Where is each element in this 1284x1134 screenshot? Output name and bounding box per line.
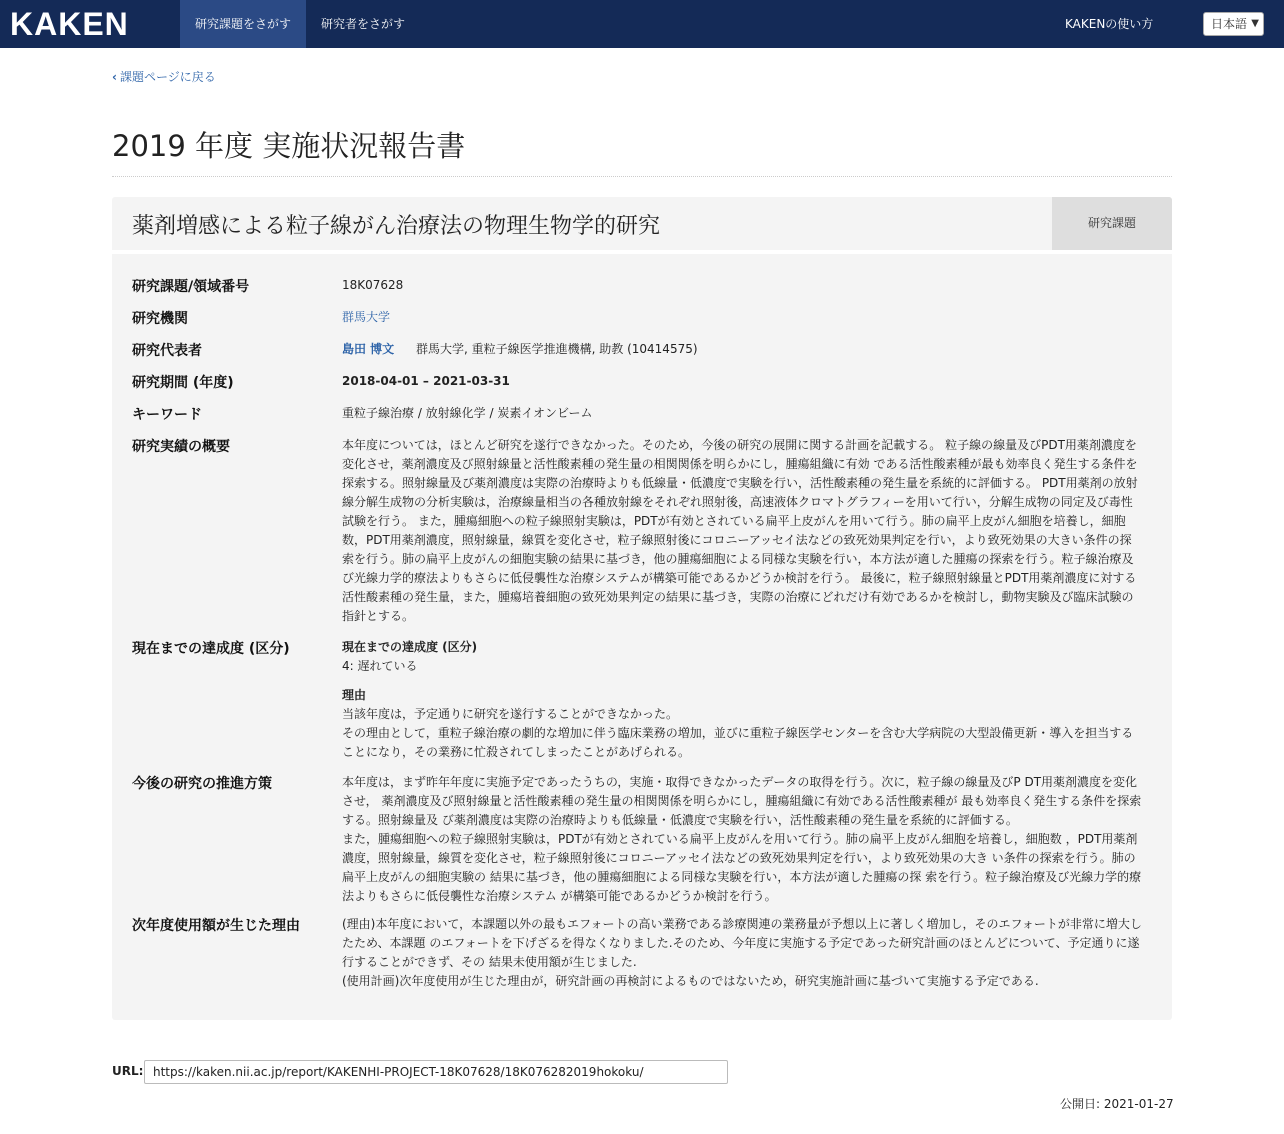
field-label: 研究実績の概要 bbox=[132, 439, 230, 455]
period-value: 2018-04-01 – 2021-03-31 bbox=[342, 374, 510, 388]
progress-value: 4: 遅れている bbox=[342, 659, 418, 673]
field-label: キーワード bbox=[132, 407, 202, 423]
field-label: 次年度使用額が生じた理由 bbox=[132, 918, 300, 934]
chevron-left-icon: ‹ bbox=[112, 70, 117, 84]
reason-sub-label: 理由 bbox=[342, 688, 367, 702]
field-label: 研究期間 (年度) bbox=[132, 375, 234, 391]
institution-link[interactable]: 群馬大学 bbox=[342, 310, 391, 324]
project-details-panel bbox=[112, 254, 1172, 1020]
field-label: 研究課題/領域番号 bbox=[132, 279, 250, 295]
help-link[interactable]: KAKENの使い方 bbox=[1065, 17, 1154, 31]
top-navbar bbox=[0, 0, 1284, 48]
reason-text-2: その理由として，重粒子線治療の劇的な増加に伴う臨床業務の増加，並びに重粒子線医学センターを含む大学病院の大型設備更新・導入を担当することになり，その業務に忙殺されてしまったことがあげられる。 bbox=[342, 726, 1134, 759]
reason-text-1: 当該年度は，予定通りに研究を遂行することができなかった。 bbox=[342, 707, 679, 721]
progress-sub-label: 現在までの達成度 (区分) bbox=[342, 640, 478, 654]
field-label: 研究代表者 bbox=[132, 343, 202, 359]
project-number-value: 18K07628 bbox=[342, 278, 404, 292]
keywords-value: 重粒子線治療 / 放射線化学 / 炭素イオンビーム bbox=[342, 406, 593, 420]
field-label: 現在までの達成度 (区分) bbox=[132, 641, 290, 657]
language-select-value: 日本語 bbox=[1211, 17, 1248, 31]
budget-reason-text-1: (理由)本年度において，本課題以外の最もエフォートの高い業務である診療関連の業務量が予想以上に著しく増加し，そのエフォートが非常に増大し たため、本課題 のエフォートを下げざるを得なくなりました.そのため、今年度に実施する予定であった研究計画のほとんどについて、予定通りに遂行することができず、その 結果未使用額が生じました. bbox=[342, 917, 1142, 969]
tab-search-projects[interactable]: 研究課題をさがす bbox=[180, 0, 306, 48]
published-date: 公開日: 2021-01-27 bbox=[1060, 1097, 1174, 1111]
url-field[interactable]: https://kaken.nii.ac.jp/report/KAKENHI-PROJECT-18K07628/18K076282019hokoku/ bbox=[144, 1060, 728, 1084]
tab-search-researchers[interactable]: 研究者をさがす bbox=[321, 17, 406, 31]
summary-text: 本年度については，ほとんど研究を遂行できなかった。そのため，今後の研究の展開に関する計画を記載する。 粒子線の線量及びPDT用薬剤濃度を変化させ，薬剤濃度及び照射線量と活性酸素種の発生量の相関関係を明らかにし，腫瘍組織に有効 である活性酸素種が最も効率良く発生する条件を探索する。照射線量及び薬剤濃度は実際の治療時よりも低線量・低濃度で実験を行い，活性酸素種の発生量を系統的に評価する。 PDT用薬剤の放射線分解生成物の分析実験は，治療線量相当の各種放射線をそれぞれ照射後，高速液体クロマトグラフィーを用いて行い，分解生成物の同定及び毒性試験を行う。 また，腫瘍細胞への粒子線照射実験は，PDTが有効とされている扁平上皮がんを用いて行う。肺の扁平上皮がん細胞を培養し，細胞数，PDT用薬剤濃度，照射線量，線質を変化させ，粒子線照射後にコロニーアッセイ法などの致死効果判定を行い，より致死効果の大きい条件の探索を行う。肺の扁平上皮がんの細胞実験の結果に基づき，他の腫瘍細胞による同様な実験を行い，本方法が適した腫瘍の探索を行う。粒子線治療及び光線力学的療法よりもさらに低侵襲性な治療システムが構築可能であるかどうか検討を行う。 最後に，粒子線照射線量とPDT用薬剤濃度に対する活性酸素種の発生量，また，腫瘍培養細胞の致死効果判定の結果に基づき，実際の治療にどれだけ有効であるかを検討し，動物実験及び臨床試験の指針とする。 bbox=[342, 438, 1138, 623]
chevron-down-icon: ▼ bbox=[1251, 18, 1259, 29]
field-label: 今後の研究の推進方策 bbox=[132, 776, 272, 792]
project-header bbox=[112, 197, 1172, 250]
project-title: 薬剤増感による粒子線がん治療法の物理生物学的研究 bbox=[132, 214, 661, 239]
pi-name-link[interactable]: 島田 博文 bbox=[342, 342, 395, 356]
project-type-badge: 研究課題 bbox=[1052, 197, 1172, 250]
title-divider bbox=[112, 176, 1172, 177]
url-label: URL: bbox=[112, 1064, 144, 1078]
budget-reason-text-2: (使用計画)次年度使用が生じた理由が，研究計画の再検討によるものではないため，研究実施計画に基づいて実施する予定である. bbox=[342, 974, 1039, 988]
back-link-label: 課題ページに戻る bbox=[119, 70, 216, 84]
future-plan-text-1: 本年度は，まず昨年年度に実施予定であったうちの，実施・取得できなかったデータの取得を行う。次に，粒子線の線量及びP DT用薬剤濃度を変化させ， 薬剤濃度及び照射線量と活性酸素種の発生量の相関関係を明らかにし，腫瘍組織に有効である活性酸素種が 最も効率良く発生する条件を探索する。照射線量及 び薬剤濃度は実際の治療時よりも低線量・低濃度で実験を行い，活性酸素種の発生量を系統的に評価する。 bbox=[342, 775, 1142, 827]
pi-affiliation: 群馬大学, 重粒子線医学推進機構, 助教 (10414575) bbox=[416, 342, 698, 356]
kaken-logo[interactable]: KAKEN bbox=[10, 6, 129, 42]
language-select[interactable] bbox=[1203, 12, 1264, 36]
back-to-project-link[interactable] bbox=[112, 68, 216, 85]
page-title: 2019 年度 実施状況報告書 bbox=[112, 129, 466, 163]
field-label: 研究機関 bbox=[132, 311, 188, 327]
future-plan-text-2: また，腫瘍細胞への粒子線照射実験は，PDTが有効とされている扁平上皮がんを用いて行う。肺の扁平上皮がん細胞を培養し，細胞数 ，PDT用薬剤濃度，照射線量，線質を変化させ，粒子線照射後にコロニーアッセイ法などの致死効果判定を行い，より致死効果の大き い条件の探索を行う。肺の扁平上皮がんの細胞実験の 結果に基づき，他の腫瘍細胞による同様な実験を行い，本方法が適した腫瘍の探 索を行う。粒子線治療及び光線力学的療法よりもさらに低侵襲性な治療システム が構築可能であるかどうか検討を行う。 bbox=[342, 832, 1142, 903]
